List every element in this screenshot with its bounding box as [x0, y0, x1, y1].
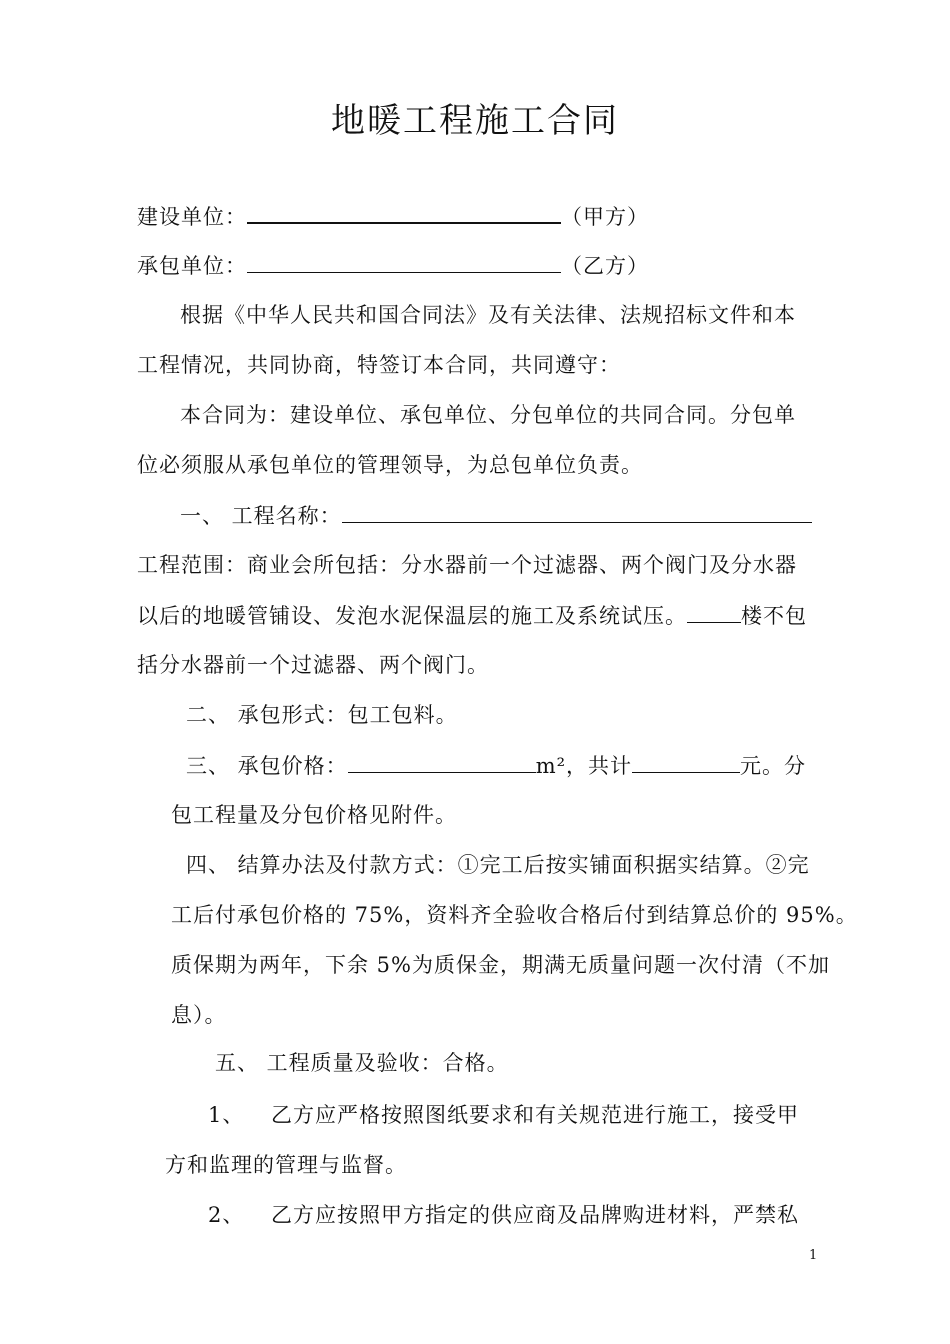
page-number: 1	[809, 1248, 818, 1263]
item-1-line-2: 方和监理的管理与监督。	[165, 1153, 407, 1177]
unit-price-blank[interactable]	[348, 750, 536, 773]
section-4-line-3: 质保期为两年，下余 5%为质保金，期满无质量问题一次付清（不加	[171, 953, 830, 977]
section-4-line-4: 息）。	[171, 1003, 227, 1027]
section-4-line-1: 四、 结算办法及付款方式：①完工后按实铺面积据实结算。②完	[186, 853, 810, 877]
scope-note-line-2: 位必须服从承包单位的管理领导，为总包单位负责。	[137, 453, 643, 477]
scope-line-2a: 以后的地暖管铺设、发泡水泥保温层的施工及系统试压。	[137, 604, 687, 628]
intro-line-1: 根据《中华人民共和国合同法》及有关法律、法规招标文件和本	[180, 303, 796, 327]
total-price-blank[interactable]	[632, 750, 740, 773]
section-4-line-2: 工后付承包价格的 75%，资料齐全验收合格后付到结算总价的 95%。	[171, 903, 858, 927]
party-a-line	[137, 200, 649, 232]
page-title: 地暖工程施工合同	[331, 101, 619, 141]
section-3-tail: 元。分	[740, 754, 807, 778]
item-2-number: 2、	[208, 1203, 245, 1227]
section-1-label: 一、 工程名称：	[180, 504, 342, 528]
party-a-label: 建设单位：	[137, 205, 247, 229]
scope-note-line-1: 本合同为：建设单位、承包单位、分包单位的共同合同。分包单	[180, 403, 796, 427]
section-2-line: 二、 承包形式：包工包料。	[186, 703, 458, 727]
item-1-number: 1、	[208, 1103, 245, 1127]
section-1-line	[180, 500, 812, 531]
section-5-line: 五、 工程质量及验收：合格。	[215, 1051, 509, 1075]
project-name-blank[interactable]	[342, 500, 812, 523]
intro-line-2: 工程情况，共同协商，特签订本合同，共同遵守：	[137, 353, 621, 377]
item-1-line-1: 乙方应严格按照图纸要求和有关规范进行施工，接受甲	[271, 1103, 799, 1127]
party-b-blank[interactable]	[247, 250, 561, 273]
section-3-label: 三、 承包价格：	[186, 754, 348, 778]
party-a-suffix: （甲方）	[561, 205, 649, 229]
party-b-suffix: （乙方）	[561, 254, 649, 278]
party-a-blank[interactable]	[247, 200, 561, 224]
building-blank[interactable]	[687, 600, 741, 623]
party-b-line	[137, 250, 649, 281]
section-3-unit: m²，共计	[535, 754, 633, 778]
scope-line-3: 括分水器前一个过滤器、两个阀门。	[137, 653, 489, 677]
scope-line-2b: 楼不包	[741, 604, 807, 628]
section-3-line	[186, 750, 806, 781]
scope-line-2	[137, 600, 807, 631]
party-b-label: 承包单位：	[137, 254, 247, 278]
section-3-line-2: 包工程量及分包价格见附件。	[171, 803, 457, 827]
scope-line-1: 工程范围：商业会所包括：分水器前一个过滤器、两个阀门及分水器	[137, 553, 797, 577]
item-2-line-1: 乙方应按照甲方指定的供应商及品牌购进材料，严禁私	[271, 1203, 799, 1227]
